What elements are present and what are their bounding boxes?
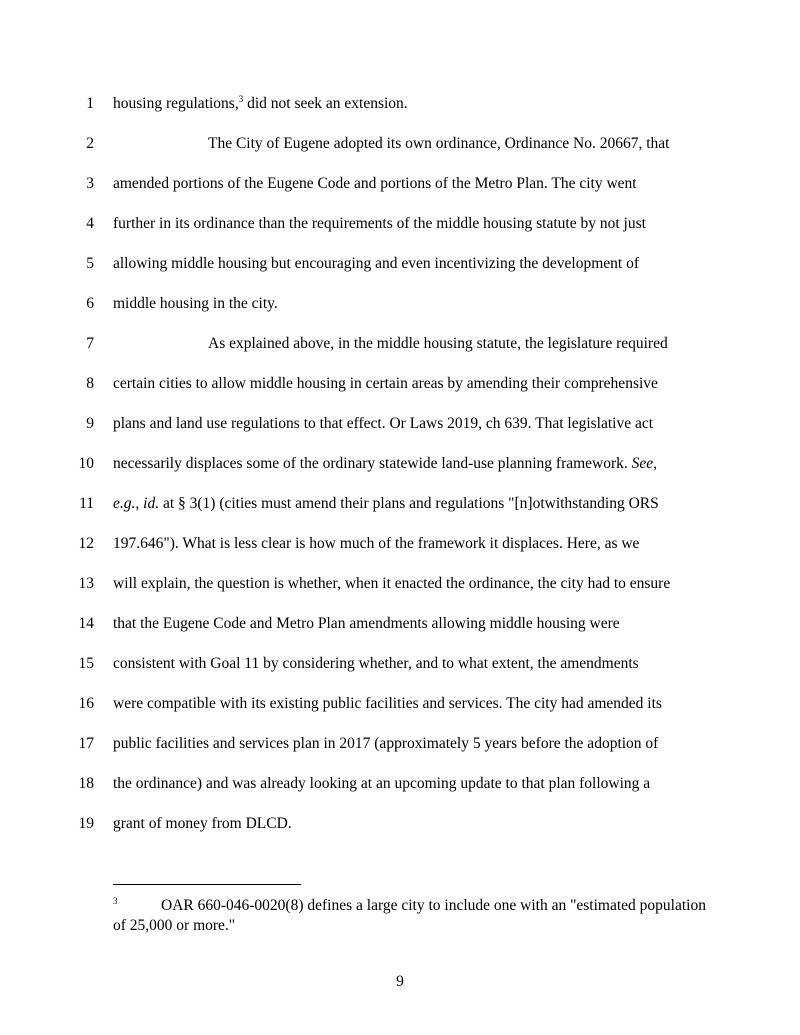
- line-text: plans and land use regulations to that effect. Or Laws 2019, ch 639. That legislative act: [113, 415, 654, 432]
- line-text: public facilities and services plan in 2017 (approximately 5 years before the adoption of: [113, 735, 659, 752]
- line-text: amended portions of the Eugene Code and portions of the Metro Plan. The city went: [113, 175, 637, 192]
- line-number: 17: [78, 735, 94, 752]
- line-text: allowing middle housing but encouraging and even incentivizing the development of: [113, 255, 640, 272]
- line-text: the ordinance) and was already looking at an upcoming update to that plan following a: [113, 775, 651, 792]
- line-text: The City of Eugene adopted its own ordinance, Ordinance No. 20667, that: [208, 135, 670, 152]
- line-10: [0, 454, 800, 494]
- line-number: 4: [86, 215, 94, 232]
- line-19: [0, 814, 800, 854]
- line-text: were compatible with its existing public facilities and services. The city had amended its: [113, 695, 662, 712]
- line-number: 5: [86, 255, 94, 272]
- italic-citation: See: [631, 455, 654, 472]
- line-number: 19: [78, 815, 94, 832]
- line-6: [0, 294, 800, 334]
- line-5: [0, 254, 800, 294]
- footnote: 3 OAR 660-046-0020(8) defines a large city to include one with an "estimated population of 25,000 or more.": [113, 895, 706, 934]
- line-number: 6: [86, 295, 94, 312]
- line-text: e.g., id. at § 3(1) (cities must amend their plans and regulations "[n]otwithstanding ORS: [113, 495, 659, 512]
- line-15: [0, 654, 800, 694]
- line-number: 12: [78, 535, 94, 552]
- line-number: 2: [86, 135, 94, 152]
- line-number: 18: [78, 775, 94, 792]
- line-number: 9: [86, 415, 94, 432]
- line-8: [0, 374, 800, 414]
- line-text: consistent with Goal 11 by considering whether, and to what extent, the amendments: [113, 655, 639, 672]
- line-16: [0, 694, 800, 734]
- line-text: grant of money from DLCD.: [113, 815, 292, 832]
- line-14: [0, 614, 800, 654]
- line-text: 197.646"). What is less clear is how much of the framework it displaces. Here, as we: [113, 535, 640, 552]
- line-text: that the Eugene Code and Metro Plan amendments allowing middle housing were: [113, 615, 620, 632]
- footnote-divider: [113, 884, 301, 885]
- line-9: [0, 414, 800, 454]
- line-number: 15: [78, 655, 94, 672]
- line-number: 8: [86, 375, 94, 392]
- italic-citation: id.: [143, 495, 160, 512]
- line-text: will explain, the question is whether, when it enacted the ordinance, the city had to ensure: [113, 575, 671, 592]
- line-number: 3: [86, 175, 94, 192]
- line-7: [0, 334, 800, 374]
- line-text: further in its ordinance than the requirements of the middle housing statute by not just: [113, 215, 646, 232]
- footnote-reference: 3: [238, 93, 244, 104]
- line-number: 7: [86, 335, 94, 352]
- line-number: 11: [79, 495, 94, 512]
- line-number: 14: [78, 615, 94, 632]
- italic-citation: e.g.: [113, 495, 136, 512]
- page-number: 9: [396, 973, 404, 990]
- line-number: 16: [78, 695, 94, 712]
- line-11: [0, 494, 800, 534]
- line-text: certain cities to allow middle housing in certain areas by amending their comprehensive: [113, 375, 658, 392]
- line-12: [0, 534, 800, 574]
- line-text: necessarily displaces some of the ordinary statewide land-use planning framework. See,: [113, 455, 658, 472]
- line-17: [0, 734, 800, 774]
- line-4: [0, 214, 800, 254]
- line-1: [0, 94, 800, 134]
- line-13: [0, 574, 800, 614]
- line-text: housing regulations,$^3$ did not seek an extension.: [113, 93, 408, 112]
- line-text: middle housing in the city.: [113, 295, 278, 312]
- line-number: 10: [78, 455, 94, 472]
- line-3: [0, 174, 800, 214]
- footnote-text: OAR 660-046-0020(8) defines a large city to include one with an "estimated population of 25,000 or more.": [113, 897, 706, 934]
- line-text: As explained above, in the middle housing statute, the legislature required: [208, 335, 668, 352]
- line-2: [0, 134, 800, 174]
- line-number: 1: [86, 95, 94, 112]
- line-18: [0, 774, 800, 814]
- line-number: 13: [78, 575, 94, 592]
